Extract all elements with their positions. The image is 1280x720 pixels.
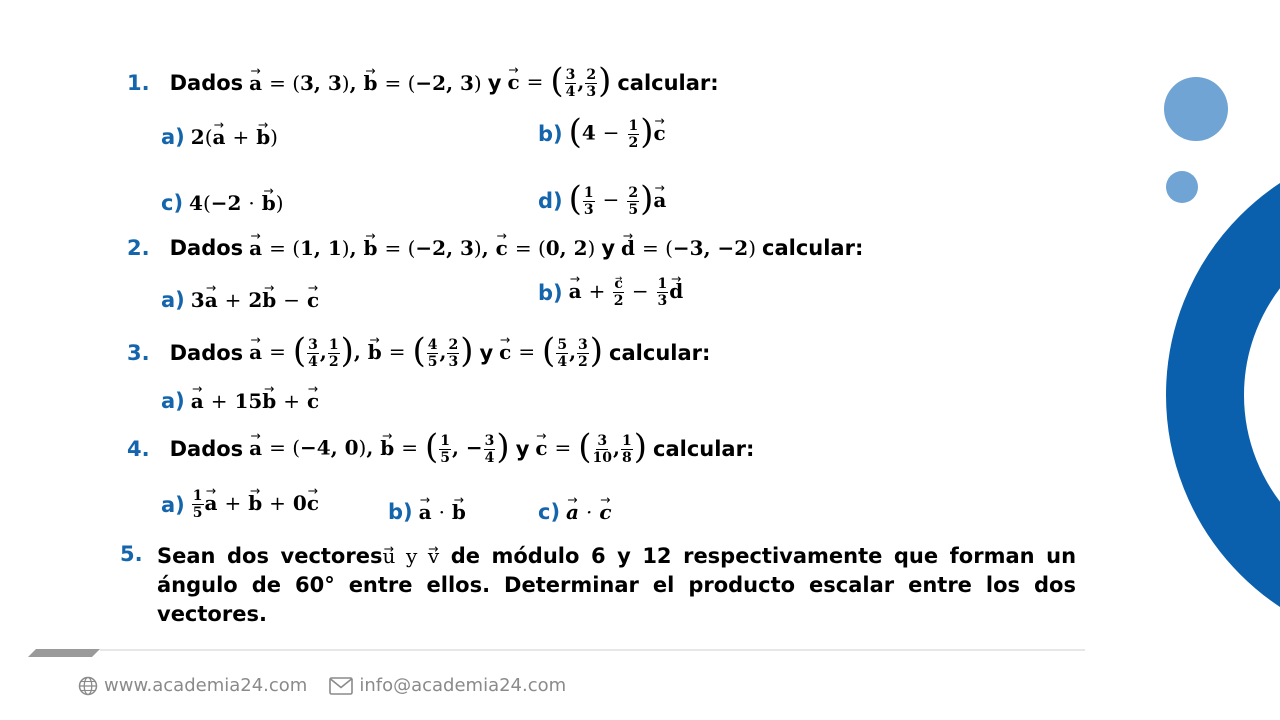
problem-4-part-c (538, 500, 612, 524)
problem-1-part-a (161, 125, 278, 149)
globe-icon (78, 676, 98, 696)
formula: → u y → v (382, 544, 439, 568)
connector: y (487, 71, 502, 95)
problem-5 (120, 542, 1076, 629)
part-label: a) (161, 125, 185, 149)
part-label: b) (388, 500, 413, 524)
formula: → a = (−4, 0), → b = ( $\frac{1}{5}$ , − $\frac{3}{4}$ ) (249, 432, 510, 466)
problem-1-part-c (161, 191, 284, 215)
part-label: c) (161, 191, 184, 215)
problem-number: 1. (127, 71, 150, 95)
problem-number: 3. (127, 341, 150, 365)
formula: ( $\frac{1}{3}$ − $\frac{2}{5}$ )→ a (569, 184, 667, 218)
formula: → a = ( $\frac{3}{4}$ , $\frac{1}{2}$ ), → b = ( $\frac{4}{5}$ , $\frac{2}{3}$ ) (249, 336, 473, 370)
problem-2-part-a (161, 288, 319, 312)
formula: → a + 15→ b + → c (191, 389, 319, 413)
connector: y (515, 437, 530, 461)
problem-intro: Dados (169, 236, 244, 260)
problem-action: calcular: (609, 341, 711, 365)
problem-5-text-start: Sean dos vectores (157, 544, 383, 568)
problem-3-part-a (161, 389, 319, 413)
footer (78, 675, 566, 696)
mail-icon (329, 677, 353, 695)
email-link[interactable]: info@academia24.com (359, 675, 567, 696)
problem-number: 2. (127, 236, 150, 260)
problem-1-part-b (538, 112, 666, 152)
formula: → c = ( $\frac{3}{10}$ , $\frac{1}{8}$ ) (535, 432, 647, 466)
formula: $\frac{1}{5}$ → a + → b + 0→ c (191, 488, 319, 521)
connector: y (601, 236, 616, 260)
problem-action: calcular: (653, 437, 755, 461)
footer-accent-bar (28, 649, 100, 657)
problem-4-statement (127, 427, 755, 467)
website-link[interactable]: www.academia24.com (104, 675, 308, 696)
problem-action: calcular: (617, 71, 719, 95)
blue-ring (1205, 180, 1280, 610)
problem-number: 4. (127, 437, 150, 461)
part-label: b) (538, 280, 563, 305)
formula: → c = ( $\frac{3}{4}$ , $\frac{2}{3}$ ) (507, 66, 611, 100)
formula: 2(→ a + → b) (191, 125, 278, 149)
problem-intro: Dados (169, 71, 244, 95)
problem-2-part-b (538, 276, 683, 309)
formula: (4 − $\frac{1}{2}$ )→ c (569, 117, 666, 151)
problem-1-statement (127, 61, 719, 101)
problem-intro: Dados (169, 437, 244, 461)
problem-4-part-b (388, 500, 466, 524)
part-label: a) (161, 389, 185, 413)
connector: y (479, 341, 494, 365)
formula: 4(−2 · → b) (189, 191, 284, 215)
problem-action: calcular: (762, 236, 864, 260)
problem-3-statement (127, 331, 711, 371)
problem-1-part-d (538, 179, 667, 219)
problem-number: 5. (120, 542, 143, 566)
problem-5-text (157, 542, 1076, 629)
large-dot (1164, 77, 1228, 141)
formula: → a + → $\frac{c}{2}$ − $\frac{1}{3}$ → d (569, 276, 684, 309)
part-label: c) (538, 500, 561, 524)
formula: → a · → c (566, 500, 611, 524)
formula: → a = (3, 3), → b = (−2, 3) (249, 71, 482, 95)
formula: 3→ a + 2→ b − → c (191, 288, 319, 312)
problem-4-part-a (161, 488, 319, 521)
formula: → d = (−3, −2) (621, 236, 756, 260)
small-dot (1166, 171, 1198, 203)
part-label: b) (538, 122, 563, 146)
problem-5-text-end: de módulo 6 y 12 respectivamente que forman un ángulo de 60° entre ellos. Determinar el producto escalar entre los dos vectores. (157, 544, 1077, 626)
part-label: d) (538, 189, 563, 213)
problem-intro: Dados (169, 341, 244, 365)
problem-2-statement (127, 236, 863, 260)
part-label: a) (161, 288, 185, 312)
formula: → a · → b (419, 500, 466, 524)
formula: → a = (1, 1), → b = (−2, 3), → c = (0, 2) (249, 236, 595, 260)
part-label: a) (161, 492, 185, 517)
formula: → c = ( $\frac{5}{4}$ , $\frac{3}{2}$ ) (499, 336, 603, 370)
